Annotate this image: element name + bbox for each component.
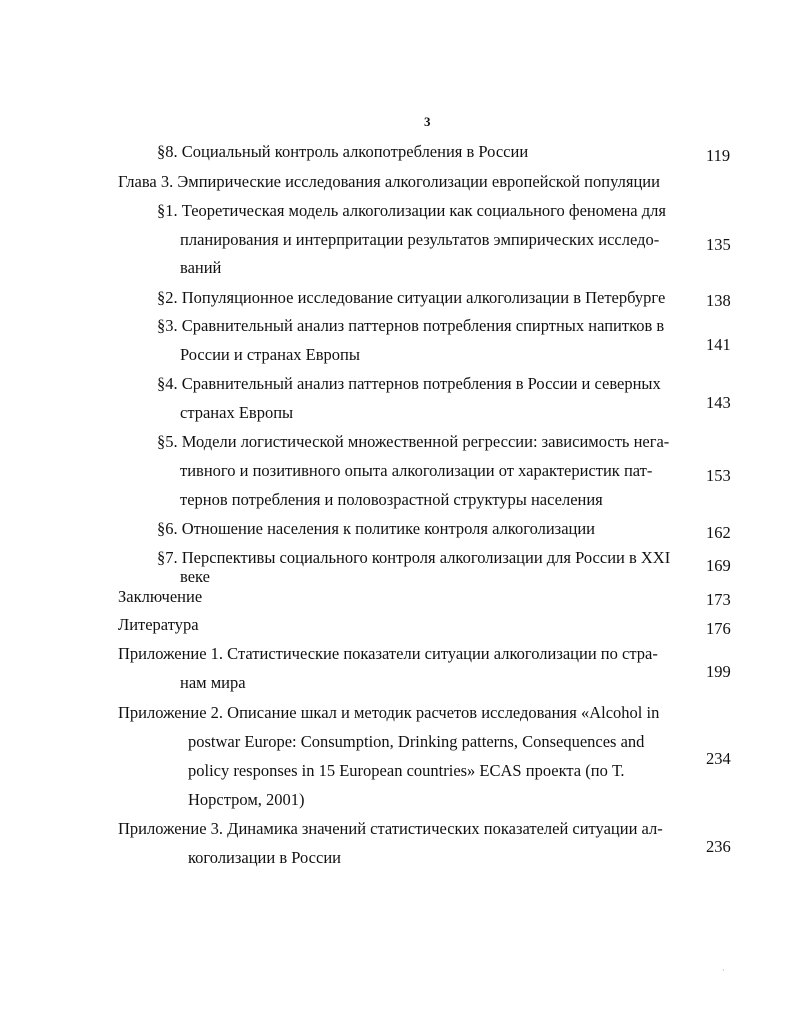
toc-entry-text: Приложение 1. Статистические показатели ситуации алкоголизации по стра-	[118, 644, 658, 663]
toc-entry-text: веке	[180, 567, 210, 586]
toc-entry-page: 162	[706, 523, 731, 542]
toc-entry-text: ваний	[180, 258, 222, 277]
toc-entry-page: 236	[706, 837, 731, 856]
toc-entry-page: 141	[706, 335, 731, 354]
page-number: 3	[424, 114, 431, 129]
toc-entry-page: 153	[706, 466, 731, 485]
toc-entry-page: 119	[706, 146, 731, 165]
toc-entry-text: тернов потребления и половозрастной структуры населения	[180, 490, 603, 509]
toc-entry-text: Заключение	[118, 587, 203, 606]
toc-entry-text: странах Европы	[180, 403, 294, 422]
toc-entry-text: Приложение 2. Описание шкал и методик расчетов исследования «Alcohol in	[118, 703, 660, 722]
toc-entry-text: §5. Модели логистической множественной регрессии: зависимость нега-	[157, 432, 670, 451]
toc-entry-text: Норстром, 2001)	[188, 790, 305, 809]
toc-entry-text: §7. Перспективы социального контроля алкоголизации для России в XXI	[157, 548, 671, 567]
toc-entry-text: России и странах Европы	[180, 345, 360, 364]
scan-speck: ·	[722, 966, 725, 975]
toc-entry-text: §8. Социальный контроль алкопотребления в России	[157, 142, 529, 161]
toc-entry-page: 138	[706, 291, 731, 310]
toc-entry-text: тивного и позитивного опыта алкоголизации от характеристик пат-	[180, 461, 653, 480]
toc-entry-text: нам мира	[180, 673, 246, 692]
toc-entry-text: postwar Europe: Consumption, Drinking patterns, Consequences and	[188, 732, 645, 751]
toc-entry-page: 143	[706, 393, 731, 412]
toc-entry-text: §3. Сравнительный анализ паттернов потребления спиртных напитков в	[157, 316, 665, 335]
toc-entry-text: §1. Теоретическая модель алкоголизации как социального феномена для	[157, 201, 666, 220]
toc-entry-text: коголизации в России	[188, 848, 341, 867]
toc-entry-page: 169	[706, 556, 731, 575]
toc-entry-page: 135	[706, 235, 731, 254]
toc-entry-text: Приложение 3. Динамика значений статистических показателей ситуации ал-	[118, 819, 663, 838]
chapter-heading: Глава 3. Эмпирические исследования алкоголизации европейской популяции	[118, 172, 660, 191]
toc-entry-page: 173	[706, 590, 731, 609]
toc-entry-text: планирования и интерпритации результатов эмпирических исследо-	[180, 230, 660, 249]
toc-entry-page: 199	[706, 662, 731, 681]
toc-entry-text: §6. Отношение населения к политике контроля алкоголизации	[157, 519, 596, 538]
toc-entry-page: 234	[706, 749, 731, 768]
toc-entry-text: §4. Сравнительный анализ паттернов потребления в России и северных	[157, 374, 661, 393]
toc-entry-page: 176	[706, 619, 731, 638]
toc-entry-text: Литература	[118, 615, 199, 634]
toc-entry-text: policy responses in 15 European countries» ECAS проекта (по Т.	[188, 761, 625, 780]
toc-entry-text: §2. Популяционное исследование ситуации алкоголизации в Петербурге	[157, 288, 666, 307]
